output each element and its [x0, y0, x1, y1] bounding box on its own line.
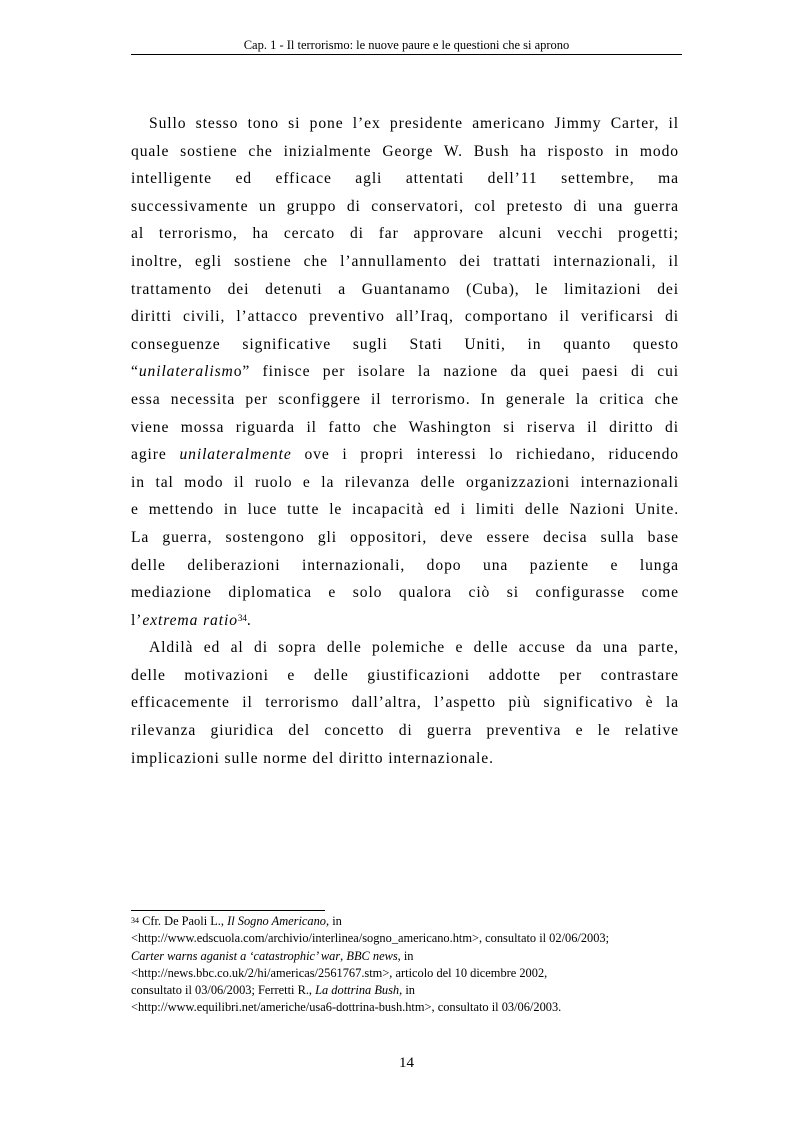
footnote-divider — [131, 910, 325, 911]
p1-line-6: inoltre, egli sostiene che l’annullamento dei trattati internazionali, il — [131, 252, 679, 270]
footnote-link-equilibri[interactable]: <http://www.equilibri.net/americhe/usa6-dottrina-bush.htm>, consultato il 03/06/2003. — [131, 1000, 562, 1015]
footnote-line-1-end: in — [329, 914, 342, 928]
running-header: Cap. 1 - Il terrorismo: le nuove paure e le questioni che si aprono — [243, 38, 570, 52]
page-number: 14 — [399, 1055, 414, 1071]
p1-line-13-rest: ove i propri interessi lo richiedano, riducendo — [291, 446, 680, 464]
p1-line-12: viene mossa riguarda il fatto che Washington si riserva il diritto di — [131, 418, 679, 436]
p1-line-8: diritti civili, l’attacco preventivo all’Iraq, comportano il verificarsi di — [131, 308, 679, 326]
p1-line-14: in tal modo il ruolo e la rilevanza delle organizzazioni internazionali — [131, 473, 679, 491]
p1-line-19-end: . — [246, 611, 252, 629]
p1-line-19 — [131, 607, 679, 635]
header-divider — [131, 54, 682, 55]
footnote-title-carter: Carter warns aganist a ‘catastrophic’ war — [131, 948, 341, 963]
p1-line-19-start: l’ — [131, 611, 143, 629]
p2-line-4: rilevanza giuridica del concetto di guerra preventiva e le relative — [131, 722, 679, 740]
footnote-separator: , — [340, 948, 347, 963]
p1-line-4: successivamente un gruppo di conservatori, col pretesto di una guerra — [131, 197, 679, 215]
footnote-number: 34 — [131, 916, 139, 925]
italic-term-unilateralmente: unilateralmente — [179, 446, 292, 464]
p1-line-15: e mettendo in luce tutte le incapacità ed i limiti delle Nazioni Unite. — [131, 501, 679, 519]
italic-term-unilateralism: unilateralism — [138, 363, 234, 381]
footnote-line-5-start: consultato il 03/06/2003; Ferretti R., — [131, 983, 316, 998]
footnote-line-3 — [131, 948, 691, 965]
p1-line-17: delle deliberazioni internazionali, dopo una paziente e lunga — [131, 556, 679, 574]
footnote-line-1-start: Cfr. De Paoli L., — [139, 914, 228, 928]
footnote-line-5-end: , in — [399, 983, 415, 998]
footnote-34 — [131, 913, 691, 1017]
p1-line-13-start: agire — [131, 446, 180, 464]
p1-line-1: Sullo stesso tono si pone l’ex presidente americano Jimmy Carter, il — [149, 115, 679, 132]
footnote-source-bbc: BBC news — [346, 948, 398, 963]
p2-line-5: implicazioni sulle norme del diritto internazionale. — [131, 749, 494, 767]
footnote-line-3-end: , in — [397, 948, 414, 963]
quote-open: “ — [131, 363, 139, 381]
footnote-line-5 — [131, 982, 691, 999]
p1-line-3: intelligente ed efficace agli attentati dell’11 settembre, ma — [131, 170, 679, 188]
p1-line-16: La guerra, sostengono gli oppositori, deve essere decisa sulla base — [131, 528, 679, 546]
p1-line-9: conseguenze significative sugli Stati Uniti, in quanto questo — [131, 335, 679, 353]
p2-line-3: efficacemente il terrorismo dall’altra, l’aspetto più significativo è la — [131, 694, 679, 712]
p2-line-2: delle motivazioni e delle giustificazioni addotte per contrastare — [131, 666, 679, 684]
p1-line-5: al terrorismo, ha cercato di far approvare alcuni vecchi progetti; — [131, 225, 679, 243]
italic-term-extrema-ratio: extrema ratio — [142, 611, 238, 629]
footnote-title-dottrina-bush: La dottrina Bush — [315, 983, 400, 998]
body-text — [131, 110, 679, 772]
p2-line-1: Aldilà ed al di sopra delle polemiche e delle accuse da una parte, — [149, 639, 679, 657]
footnote-link-bbc[interactable]: <http://news.bbc.co.uk/2/hi/americas/2561767.stm>, articolo del 10 dicembre 2002, — [131, 965, 548, 980]
p1-line-18: mediazione diplomatica e solo qualora ciò si configurasse come — [131, 584, 679, 602]
p1-line-13 — [131, 441, 679, 469]
p1-line-2: quale sostiene che inizialmente George W. Bush ha risposto in modo — [131, 142, 679, 160]
p1-line-11: essa necessita per sconfiggere il terrorismo. In generale la critica che — [131, 390, 679, 408]
footnote-title-sogno-americano: Il Sogno Americano, — [227, 914, 330, 928]
footnote-line-1 — [131, 913, 691, 930]
footnote-link-edscuola[interactable]: <http://www.edscuola.com/archivio/interlinea/sogno_americano.htm>, consultato il 02/06/2003; — [131, 931, 610, 946]
p1-line-10 — [131, 358, 679, 386]
p1-line-10-rest: o” finisce per isolare la nazione da quei paesi di cui — [233, 363, 679, 381]
p1-line-7: trattamento dei detenuti a Guantanamo (Cuba), le limitazioni dei — [131, 280, 679, 298]
footnote-reference-34[interactable]: 34 — [237, 612, 247, 623]
